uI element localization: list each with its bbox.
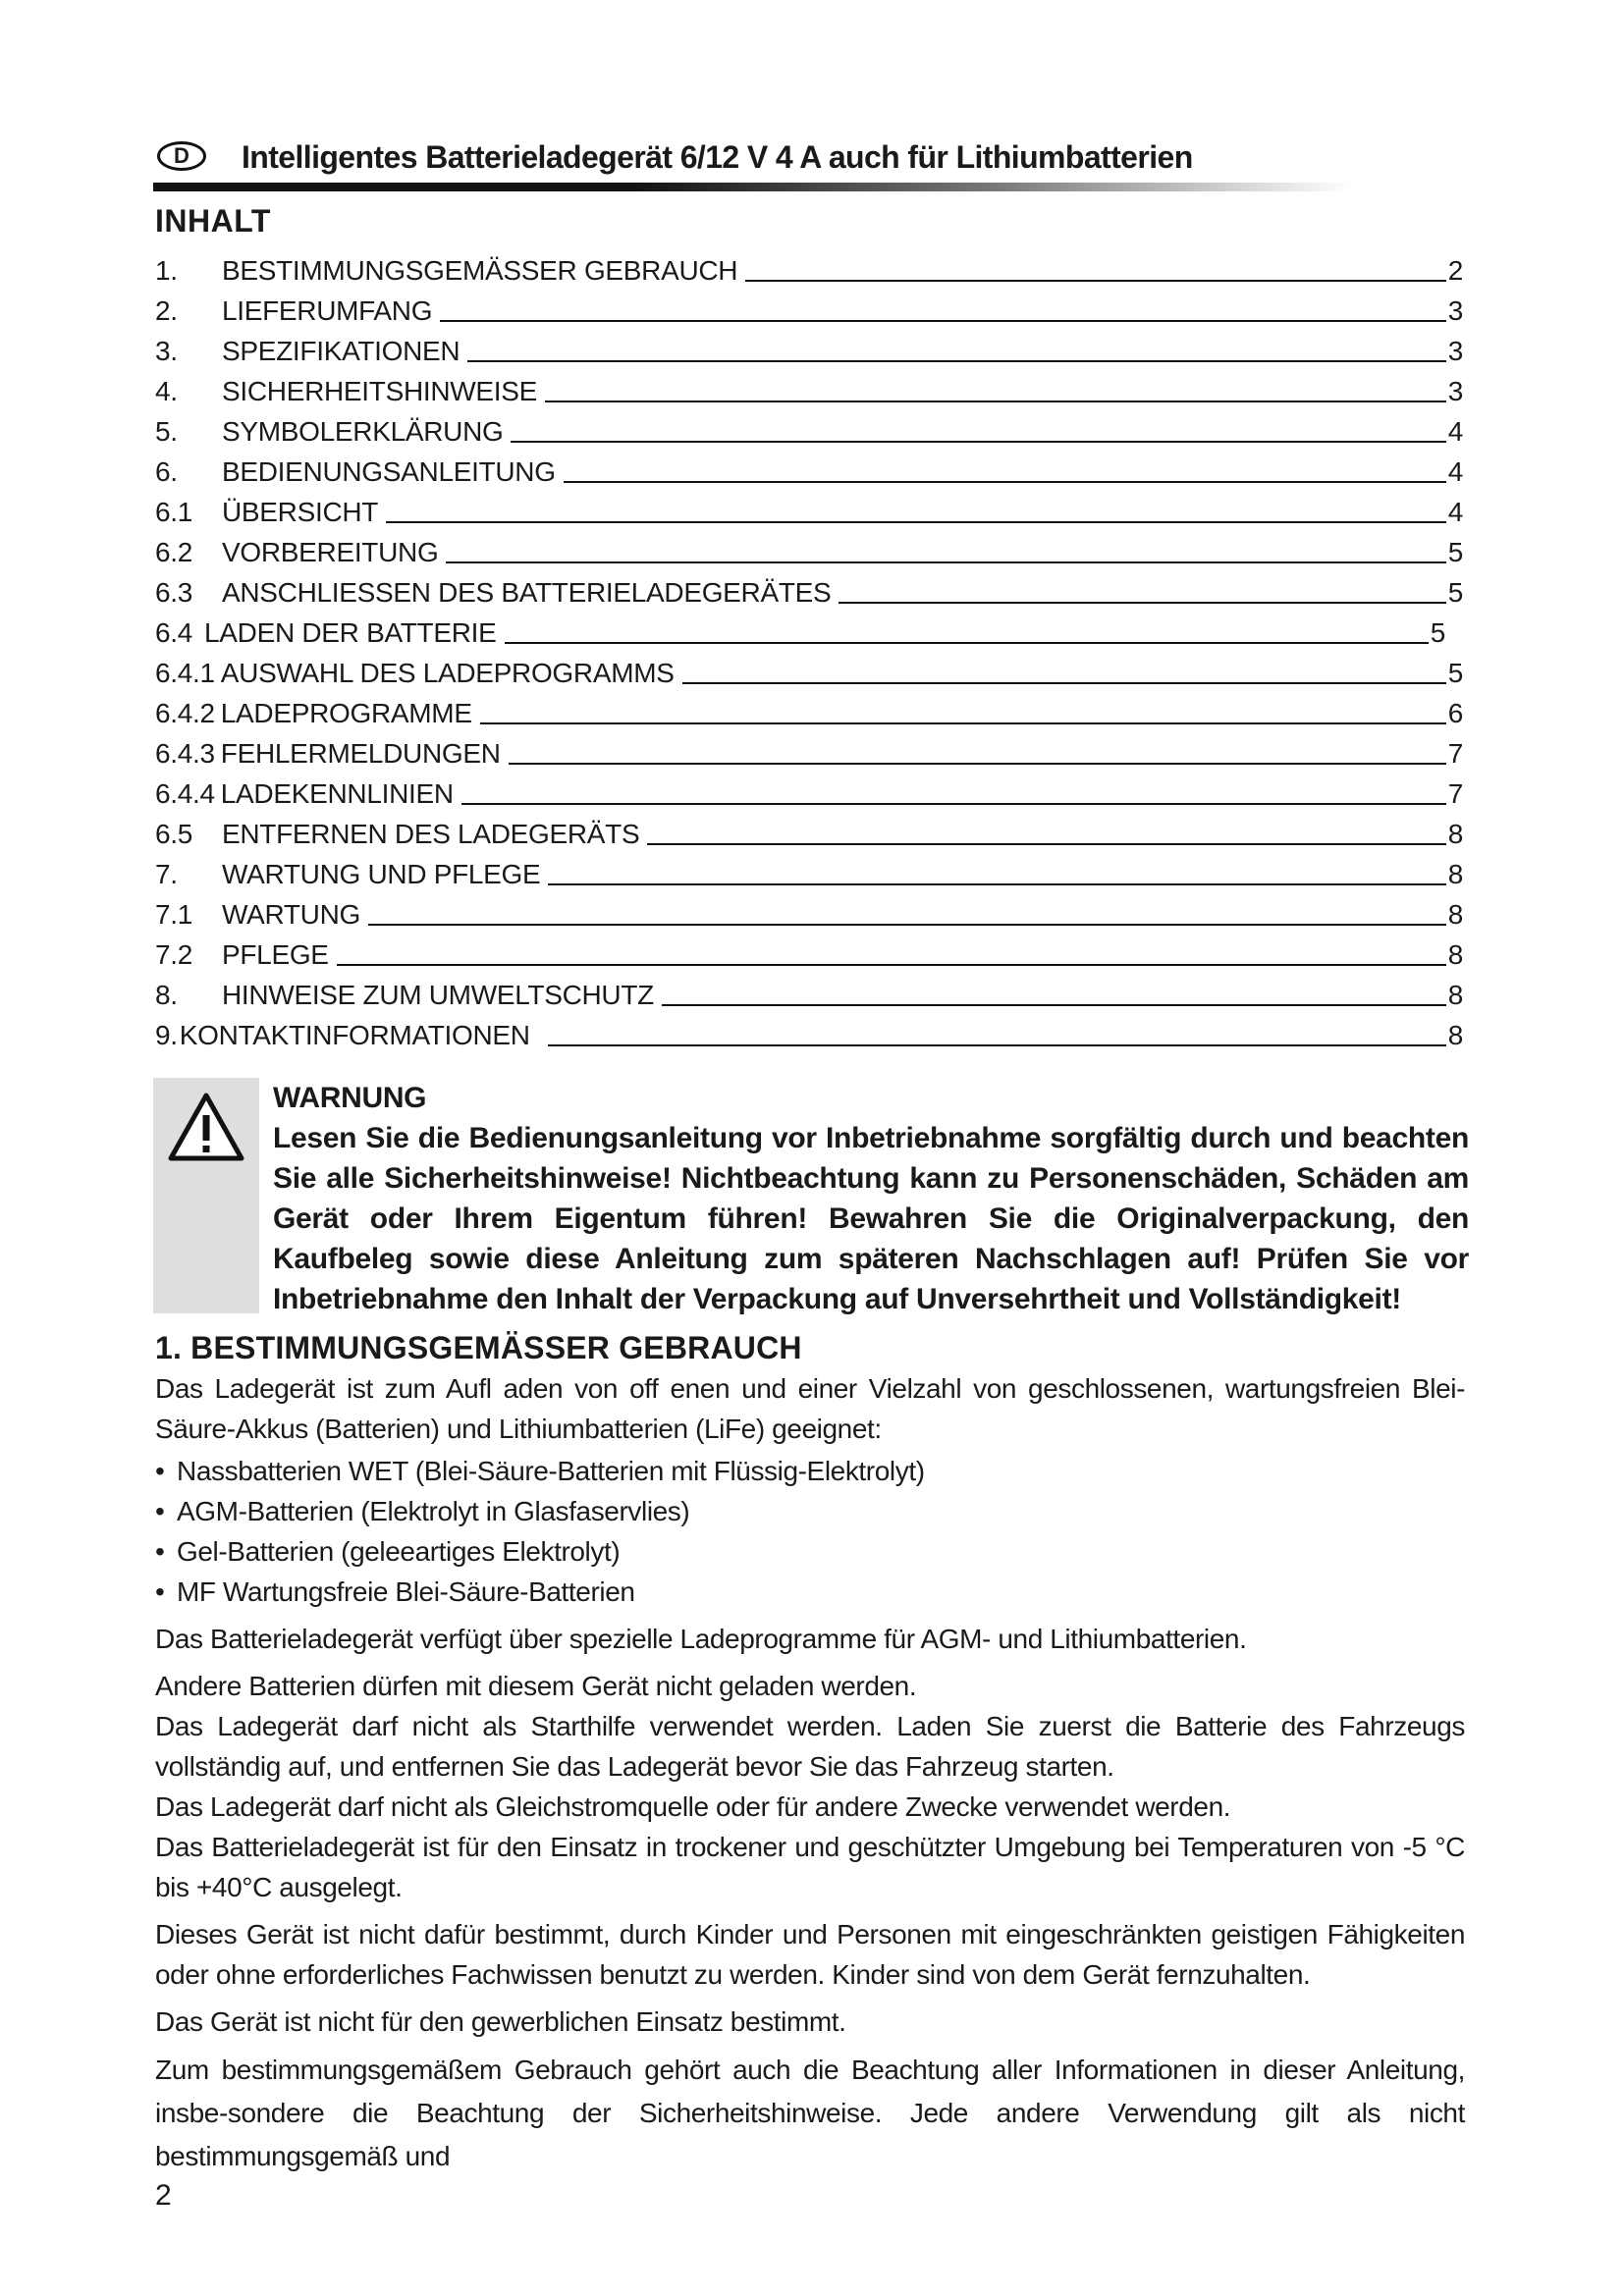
warning-icon-panel bbox=[153, 1078, 259, 1313]
toc-entry[interactable] bbox=[155, 932, 1463, 972]
header-divider bbox=[153, 183, 1351, 191]
table-of-contents bbox=[155, 247, 1463, 1052]
toc-leader-line bbox=[386, 521, 1446, 523]
toc-entry-page: 5 bbox=[1447, 537, 1463, 567]
toc-entry-page: 5 bbox=[1447, 577, 1463, 608]
toc-entry-page: 8 bbox=[1447, 980, 1463, 1010]
toc-entry-number: 6.4.2 bbox=[155, 698, 215, 728]
toc-leader-line bbox=[446, 561, 1445, 563]
toc-entry-number: 6.4.4 bbox=[155, 778, 215, 809]
toc-entry-label: HINWEISE ZUM UMWELTSCHUTZ bbox=[222, 980, 654, 1010]
toc-entry-number: 5. bbox=[155, 416, 178, 447]
language-badge bbox=[157, 141, 206, 171]
warning-box bbox=[153, 1078, 1469, 1313]
toc-entry[interactable] bbox=[155, 489, 1463, 529]
toc-leader-line bbox=[440, 320, 1446, 322]
toc-entry-number: 6.5 bbox=[155, 819, 193, 849]
toc-entry-label: BEDIENUNGSANLEITUNG bbox=[222, 456, 556, 487]
toc-entry[interactable] bbox=[155, 610, 1463, 650]
warning-title: WARNUNG bbox=[273, 1082, 427, 1114]
toc-entry[interactable] bbox=[155, 650, 1463, 690]
toc-leader-line bbox=[647, 843, 1445, 845]
paragraph: Das Ladegerät darf nicht als Starthilfe verwendet werden. Laden Sie zuerst die Batterie des Fahrzeugs vollständig auf, und entfernen Sie das Ladegerät bevor Sie das Fahrzeug starten. bbox=[155, 1711, 1465, 1782]
list-item: • Nassbatterien WET (Blei-Säure-Batterien mit Flüssig-Elektrolyt) bbox=[155, 1451, 1465, 1491]
toc-entry-label: LADEPROGRAMME bbox=[220, 698, 472, 728]
toc-entry-label: LADEKENNLINIEN bbox=[220, 778, 454, 809]
toc-leader-line bbox=[505, 642, 1429, 644]
toc-entry-label: KONTAKTINFORMATIONEN bbox=[179, 1020, 530, 1050]
toc-entry-number: 1. bbox=[155, 255, 178, 286]
toc-entry-number: 6.4 bbox=[155, 617, 193, 648]
toc-leader-line bbox=[509, 763, 1446, 765]
toc-entry[interactable] bbox=[155, 891, 1463, 932]
toc-entry-label: WARTUNG bbox=[222, 899, 361, 930]
toc-leader-line bbox=[839, 602, 1445, 604]
paragraph: Das Batterieladegerät ist für den Einsatz in trockener und geschützter Umgebung bei Temperaturen von -5 °C bis +40°C ausgelegt. bbox=[155, 1832, 1465, 1902]
toc-leader-line bbox=[467, 360, 1445, 362]
toc-entry-number: 6.3 bbox=[155, 577, 193, 608]
toc-entry-label: PFLEGE bbox=[222, 939, 329, 970]
toc-entry-number: 9. bbox=[155, 1020, 178, 1050]
paragraph: Andere Batterien dürfen mit diesem Gerät nicht geladen werden. bbox=[155, 1671, 917, 1701]
toc-entry-number: 7.2 bbox=[155, 939, 193, 970]
toc-entry[interactable] bbox=[155, 851, 1463, 891]
toc-entry-label: SICHERHEITSHINWEISE bbox=[222, 376, 538, 406]
toc-entry-label: VORBEREITUNG bbox=[222, 537, 439, 567]
toc-leader-line bbox=[480, 722, 1446, 724]
toc-entry[interactable] bbox=[155, 730, 1463, 771]
toc-entry[interactable] bbox=[155, 408, 1463, 449]
toc-entry[interactable] bbox=[155, 449, 1463, 489]
toc-entry-label: SYMBOLERKLÄRUNG bbox=[222, 416, 504, 447]
toc-entry-page: 8 bbox=[1447, 899, 1463, 930]
toc-entry-number: 6.2 bbox=[155, 537, 193, 567]
toc-entry[interactable] bbox=[155, 811, 1463, 851]
toc-leader-line bbox=[682, 682, 1446, 684]
toc-entry-number: 6.1 bbox=[155, 497, 193, 527]
paragraph: Das Ladegerät darf nicht als Gleichstromquelle oder für andere Zwecke verwendet werden. bbox=[155, 1791, 1231, 1822]
toc-entry-number: 7.1 bbox=[155, 899, 193, 930]
toc-leader-line bbox=[548, 1044, 1446, 1046]
toc-entry[interactable] bbox=[155, 529, 1463, 569]
toc-entry-number: 4. bbox=[155, 376, 178, 406]
toc-leader-line bbox=[545, 400, 1446, 402]
toc-entry-page: 8 bbox=[1447, 859, 1463, 889]
list-item: • AGM-Batterien (Elektrolyt in Glasfaservlies) bbox=[155, 1491, 1465, 1531]
list-item: • MF Wartungsfreie Blei-Säure-Batterien bbox=[155, 1572, 1465, 1612]
toc-entry-number: 7. bbox=[155, 859, 178, 889]
paragraph: Zum bestimmungsgemäßem Gebrauch gehört auch die Beachtung aller Informationen in dieser Anleitung, insbe-sondere die Beachtung der Sicherheitshinweise. Jede andere Verwendung gilt als nicht bestimmungsgemäß und bbox=[155, 2055, 1465, 2171]
toc-entry-label: WARTUNG UND PFLEGE bbox=[222, 859, 541, 889]
toc-entry-label: BESTIMMUNGSGEMÄSSER GEBRAUCH bbox=[222, 255, 738, 286]
document-title: Intelligentes Batterieladegerät 6/12 V 4 A auch für Lithiumbatterien bbox=[242, 139, 1193, 175]
battery-type-list bbox=[155, 1451, 1465, 1612]
paragraph: Das Batterieladegerät verfügt über spezielle Ladeprogramme für AGM- und Lithiumbatterien. bbox=[155, 1624, 1247, 1654]
section-body bbox=[155, 1368, 1465, 2178]
toc-leader-line bbox=[368, 924, 1446, 926]
toc-entry[interactable] bbox=[155, 247, 1463, 288]
toc-leader-line bbox=[745, 280, 1445, 282]
toc-entry-label: SPEZIFIKATIONEN bbox=[222, 336, 460, 366]
warning-triangle-icon bbox=[167, 1092, 245, 1162]
toc-leader-line bbox=[511, 441, 1445, 443]
toc-entry[interactable] bbox=[155, 771, 1463, 811]
toc-entry-label: AUSWAHL DES LADEPROGRAMMS bbox=[220, 658, 675, 688]
toc-leader-line bbox=[337, 964, 1446, 966]
toc-entry-page: 3 bbox=[1447, 336, 1463, 366]
toc-entry-page: 5 bbox=[1447, 658, 1463, 688]
toc-entry-page: 6 bbox=[1447, 698, 1463, 728]
toc-entry-page: 4 bbox=[1447, 416, 1463, 447]
language-code: D bbox=[174, 143, 189, 168]
toc-entry[interactable] bbox=[155, 328, 1463, 368]
toc-entry-number: 6.4.1 bbox=[155, 658, 215, 688]
toc-entry-label: LADEN DER BATTERIE bbox=[204, 617, 497, 648]
toc-entry[interactable] bbox=[155, 972, 1463, 1012]
intro-paragraph: Das Ladegerät ist zum Aufl aden von off enen und einer Vielzahl von geschlossenen, wartungsfreien Blei-Säure-Akkus (Batterien) und Lithiumbatterien (LiFe) geeignet: bbox=[155, 1373, 1465, 1444]
toc-entry-page: 3 bbox=[1447, 295, 1463, 326]
toc-heading: INHALT bbox=[155, 203, 271, 239]
page-number: 2 bbox=[155, 2179, 172, 2212]
toc-entry-page: 7 bbox=[1447, 738, 1463, 769]
warning-message: Lesen Sie die Bedienungsanleitung vor Inbetriebnahme sorgfältig durch und beachten Sie alle Sicherheitshinweise! Nichtbeachtung kann zu Personenschäden, Schäden am Gerät oder Ihrem Eigentum führen! Bewahren Sie die Originalverpackung, den Kaufbeleg sowie diese Anleitung zum späteren Nachschlagen auf! Prüfen Sie vor Inbetriebnahme den Inhalt der Verpackung auf Unversehrtheit und Vollständigkeit! bbox=[273, 1122, 1469, 1315]
toc-entry-label: ENTFERNEN DES LADEGERÄTS bbox=[222, 819, 640, 849]
section-title: 1. BESTIMMUNGSGEMÄSSER GEBRAUCH bbox=[155, 1330, 802, 1365]
warning-text-block bbox=[273, 1078, 1469, 1319]
toc-entry[interactable] bbox=[155, 288, 1463, 328]
toc-entry[interactable] bbox=[155, 1012, 1463, 1052]
paragraph: Dieses Gerät ist nicht dafür bestimmt, durch Kinder und Personen mit eingeschränkten geistigen Fähigkeiten oder ohne erforderliches Fachwissen benutzt zu werden. Kinder sind von dem Gerät fernzuhalten. bbox=[155, 1919, 1465, 1990]
toc-entry-page: 4 bbox=[1447, 456, 1463, 487]
toc-entry-number: 6. bbox=[155, 456, 178, 487]
toc-leader-line bbox=[548, 883, 1445, 885]
toc-entry-page: 8 bbox=[1447, 1020, 1463, 1050]
list-item: • Gel-Batterien (geleeartiges Elektrolyt) bbox=[155, 1531, 1465, 1572]
page-header bbox=[153, 137, 1351, 179]
toc-entry-number: 3. bbox=[155, 336, 178, 366]
paragraph: Das Gerät ist nicht für den gewerblichen Einsatz bestimmt. bbox=[155, 2006, 846, 2037]
toc-entry-number: 2. bbox=[155, 295, 178, 326]
toc-entry[interactable] bbox=[155, 368, 1463, 408]
toc-entry[interactable] bbox=[155, 690, 1463, 730]
toc-leader-line bbox=[461, 803, 1446, 805]
toc-entry-label: FEHLERMELDUNGEN bbox=[220, 738, 501, 769]
toc-leader-line bbox=[564, 481, 1446, 483]
toc-entry-page: 2 bbox=[1447, 255, 1463, 286]
toc-entry-label: ÜBERSICHT bbox=[222, 497, 379, 527]
toc-entry-page: 8 bbox=[1447, 819, 1463, 849]
toc-entry-label: ANSCHLIESSEN DES BATTERIELADEGERÄTES bbox=[222, 577, 832, 608]
toc-entry[interactable] bbox=[155, 569, 1463, 610]
toc-entry-page: 5 bbox=[1430, 617, 1445, 648]
toc-entry-page: 3 bbox=[1447, 376, 1463, 406]
toc-leader-line bbox=[662, 1004, 1446, 1006]
toc-entry-label: LIEFERUMFANG bbox=[222, 295, 433, 326]
toc-entry-number: 6.4.3 bbox=[155, 738, 215, 769]
toc-entry-page: 8 bbox=[1447, 939, 1463, 970]
toc-entry-number: 8. bbox=[155, 980, 178, 1010]
toc-entry-page: 7 bbox=[1447, 778, 1463, 809]
toc-entry-page: 4 bbox=[1447, 497, 1463, 527]
